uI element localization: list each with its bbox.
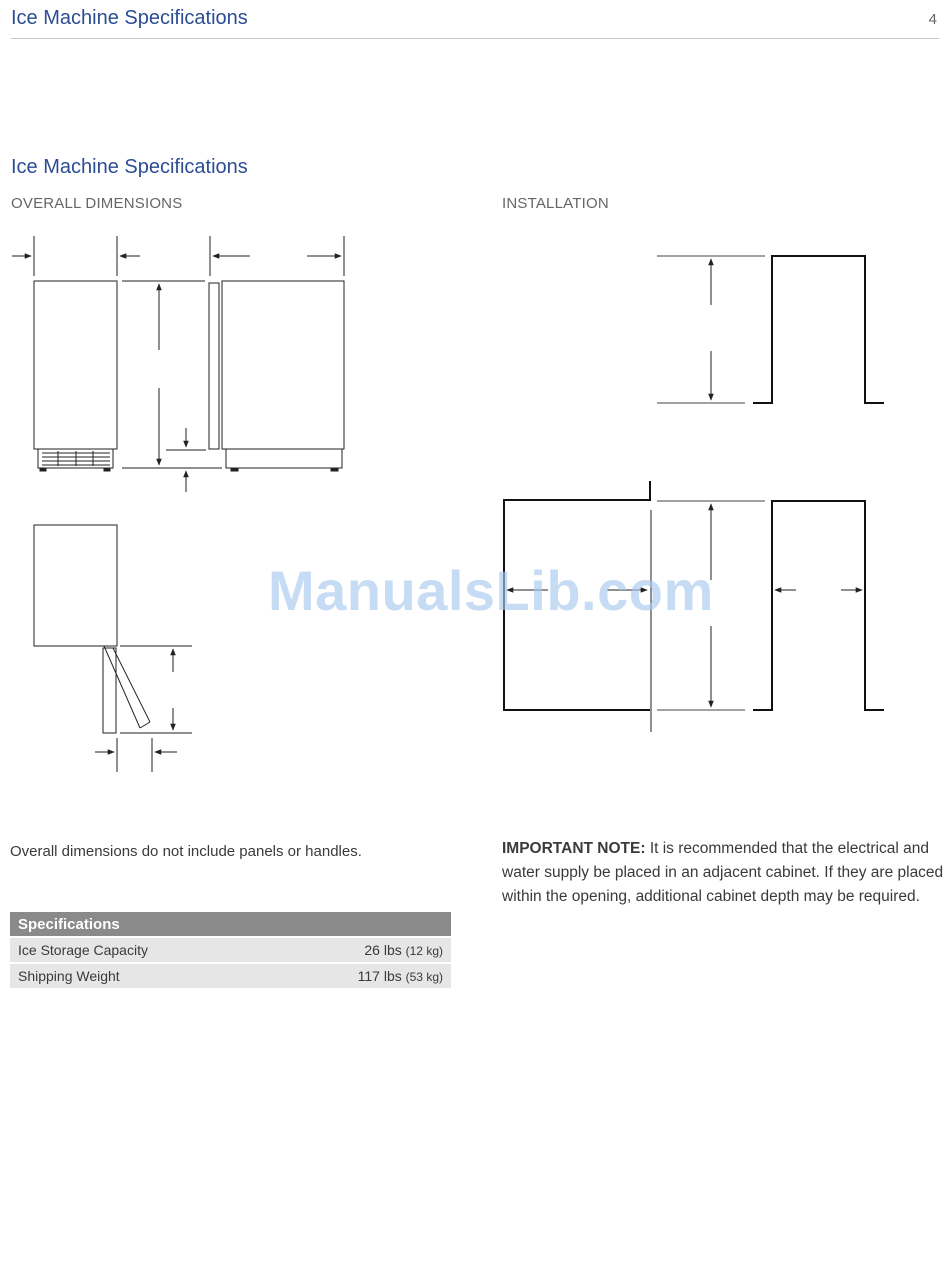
- installation-height-drawing: [657, 256, 884, 403]
- table-row: [10, 963, 451, 988]
- specifications-table: [10, 912, 451, 988]
- overall-dimensions-heading: OVERALL DIMENSIONS: [11, 195, 183, 212]
- front-view-drawing: [12, 236, 140, 471]
- spec-label: Shipping Weight: [10, 963, 270, 988]
- important-note-label: IMPORTANT NOTE:: [502, 840, 646, 857]
- important-note: [502, 837, 944, 909]
- spec-value: [270, 937, 451, 963]
- section-title: Ice Machine Specifications: [11, 156, 248, 178]
- height-dimension: [122, 281, 222, 492]
- top-view-drawing: [34, 525, 192, 772]
- side-view-drawing: [209, 236, 344, 471]
- spec-value-imperial: 26 lbs: [364, 942, 402, 958]
- table-header: Specifications: [10, 912, 451, 937]
- dimensions-note: Overall dimensions do not include panels or handles.: [10, 843, 362, 860]
- spec-value-metric: (53 kg): [405, 970, 443, 984]
- table-row: [10, 937, 451, 963]
- header-title: Ice Machine Specifications: [11, 7, 248, 29]
- spec-value: [270, 963, 451, 988]
- spec-value-imperial: 117 lbs: [357, 968, 402, 984]
- watermark: ManualsLib.com: [268, 559, 714, 622]
- spec-value-metric: (12 kg): [405, 944, 443, 958]
- page-number: 4: [928, 11, 937, 28]
- table-header-row: [10, 912, 451, 937]
- important-note-text: It is recommended that the electrical and water supply be placed in an adjacent cabinet. If they are placed within the opening, additional cabinet depth may be required.: [502, 840, 944, 905]
- spec-label: Ice Storage Capacity: [10, 937, 270, 963]
- installation-heading: INSTALLATION: [502, 195, 609, 212]
